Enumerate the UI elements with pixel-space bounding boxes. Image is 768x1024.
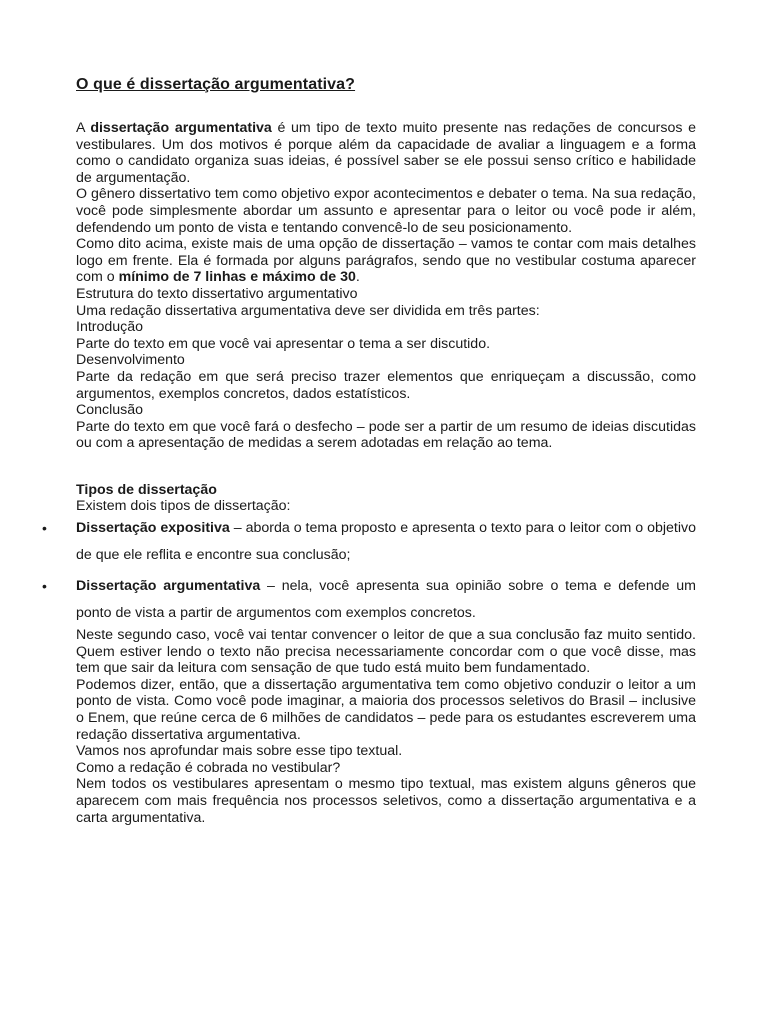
paragraph [76,120,696,186]
bullet-icon: • [42,578,47,595]
paragraph: Nem todos os vestibulares apresentam o mesmo tipo textual, mas existem alguns gêneros que aparecem com mais frequência nos processos seletivos, como a dissertação argumentativa e a carta argumentativa. [76,776,696,826]
text-run: A [76,120,91,136]
paragraph: Existem dois tipos de dissertação: [76,498,291,515]
text-run: – nela, você apresenta sua opinião sobre o tema e defende um ponto de vista a partir de argumentos com exemplos concretos. [76,578,696,622]
bold-term: Dissertação expositiva [76,520,230,537]
page-title: O que é dissertação argumentativa? [76,76,356,93]
text-run: . [355,269,360,286]
subheading: Introdução [76,319,144,336]
section-heading: Tipos de dissertação [76,481,217,498]
paragraph: Neste segundo caso, você vai tentar convencer o leitor de que a sua conclusão faz muito sentido. Quem estiver lendo o texto não precisa necessariamente concordar com o que você disse, mas tem que sair da leitura com sensação de que tudo está muito bem fundamentado. [76,627,696,677]
paragraph: Uma redação dissertativa argumentativa deve ser dividida em três partes: [76,302,540,319]
bullet-icon: • [42,520,47,537]
list-item [42,573,696,627]
paragraph: Vamos nos aprofundar mais sobre esse tipo textual. [76,743,403,760]
subheading: Desenvolvimento [76,352,185,369]
bold-term: dissertação argumentativa [90,120,272,136]
paragraph: Parte do texto em que você fará o desfecho – pode ser a partir de um resumo de ideias discutidas ou com a apresentação de medidas a serem adotadas em relação ao tema. [76,418,696,452]
subheading: Como a redação é cobrada no vestibular? [76,759,341,776]
list-item [42,515,697,569]
bold-term: mínimo de 7 linhas e máximo de 30 [118,269,356,286]
subheading: Estrutura do texto dissertativo argumentativo [76,285,358,302]
intro-section [76,120,696,452]
text-run: é um tipo de texto muito presente nas redações de concursos e vestibulares. Um dos motivos é porque além da capacidade de avaliar a linguagem e a forma como o candidato organiza suas ideias, é possível saber se ele possui senso crítico e habilidade de argumentação. [76,120,696,186]
spacer [76,452,696,482]
paragraph: Parte da redação em que será preciso trazer elementos que enriqueçam a discussão, como argumentos, exemplos concretos, dados estatísticos. [76,368,696,402]
paragraph: O gênero dissertativo tem como objetivo expor acontecimentos e debater o tema. Na sua redação, você pode simplesmente abordar um assunto e apresentar para o leitor ou você pode ir além, defendendo um ponto de vista e tentando convencê-lo de seu posicionamento. [76,186,696,236]
bold-term: Dissertação argumentativa [76,578,261,595]
types-section [42,481,697,826]
subheading: Conclusão [76,402,144,419]
text-run: – aborda o tema proposto e apresenta o texto para o leitor com o objetivo de que ele reflita e encontre sua conclusão; [76,520,697,564]
paragraph [76,236,696,286]
paragraph: Parte do texto em que você vai apresentar o tema a ser discutido. [76,335,491,352]
text-run: Como dito acima, existe mais de uma opção de dissertação – vamos te contar com mais detalhes logo em frente. Ela é formada por alguns parágrafos, sendo que no vestibular costuma aparecer com o [76,236,696,286]
paragraph: Podemos dizer, então, que a dissertação argumentativa tem como objetivo conduzir o leitor a um ponto de vista. Como você pode imaginar, a maioria dos processos seletivos do Brasil – inclusive o Enem, que reúne cerca de 6 milhões de candidatos – pede para os estudantes escreverem uma redação dissertativa argumentativa. [76,676,696,743]
